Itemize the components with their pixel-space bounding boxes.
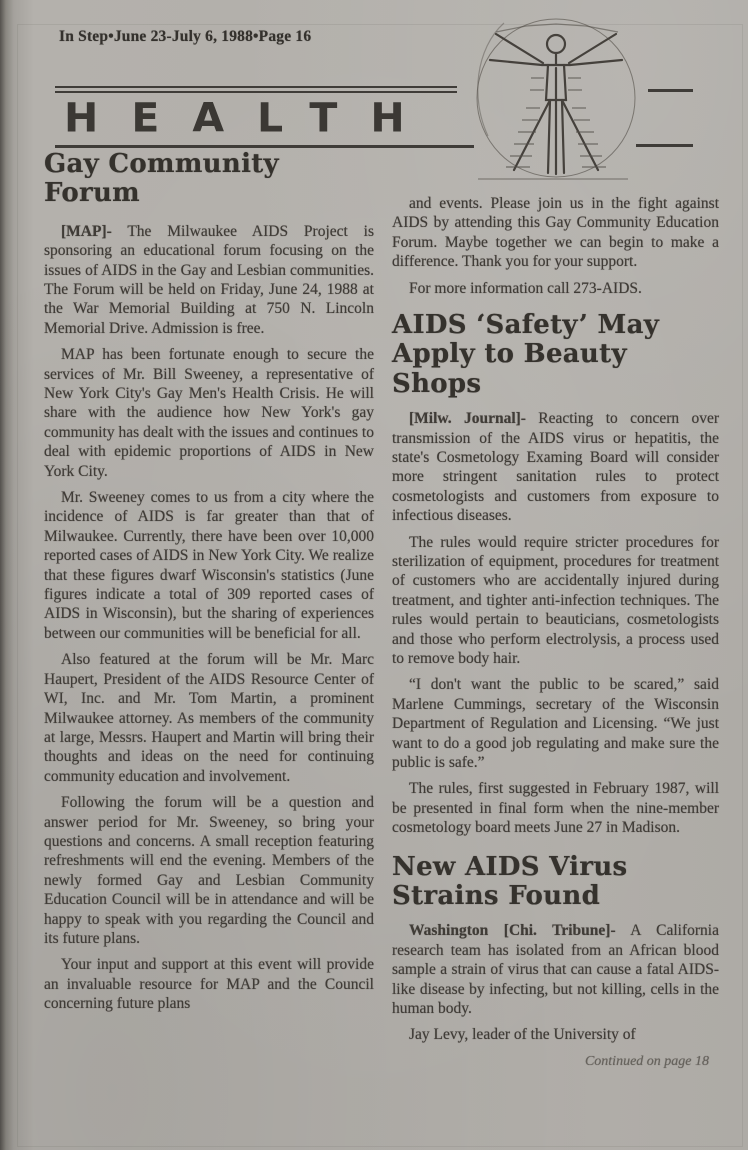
vitruvian-man-illustration [456, 8, 656, 190]
paragraph-text: Mr. Sweeney comes to us from a city where the incidence of AIDS is far greater than that of Milwaukee. Currently, there have been over 10,000 reported cases of AIDS in New York City. We realize that these figures dwarf Wisconsin's statistics (June figures indicate a total of 309 reported cases of AIDS in Wisconsin), but the sharing of experiences between our communities will be beneficial for all. [44, 489, 374, 642]
paragraph-text: MAP has been fortunate enough to secure the services of Mr. Bill Sweeney, a representative of New York City's Gay Men's Health Crisis. He will share with the audience how New York's gay community has dealt with the issues and continues to deal with epidemic proportions of AIDS in New York City. [44, 346, 374, 480]
right-column [392, 194, 719, 1071]
paragraph-text: and events. Please join us in the fight against AIDS by attending this Gay Community Education Forum. Maybe together we can begin to make a difference. Thank you for your support. [392, 195, 719, 271]
banner-top-rule [55, 86, 457, 93]
paragraph-text: For more information call 273-AIDS. [409, 279, 642, 297]
section-title: HEALTH [64, 94, 438, 142]
paragraph-text: The rules would require stricter procedures for sterilization of equipment, procedures for treatment of customers who are accidentally injured during treatment, and tighter anti-infection techniques. The rules would pertain to beauticians, cosmetologists and those who perform electrolysis, a process used to remove body hair. [392, 533, 719, 668]
left-column [44, 150, 374, 1021]
paragraph [44, 955, 374, 1013]
paragraph-text: The rules, first suggested in February 1987, will be presented in final form when the nine-member cosmetology board meets June 27 in Madison. [392, 780, 719, 837]
masthead: In Step•June 23-July 6, 1988•Page 16 [59, 28, 312, 45]
paragraph [392, 779, 719, 837]
article-title-gay-community-forum: Gay Community Forum [44, 149, 279, 209]
paragraph [392, 1025, 719, 1044]
paragraph [44, 222, 374, 338]
paragraph-text: Reacting to concern over transmission of the AIDS virus or hepatitis, the state's Cosmetology Examing Board will consider more stringent sanitation rules to protect cosmetologists and customers from exposure to infectious diseases. [392, 410, 719, 525]
source-tag: [Milw. Journal]- [409, 410, 526, 428]
paragraph-text: Also featured at the forum will be Mr. Marc Haupert, President of the AIDS Resource Center of WI, Inc. and Mr. Tom Martin, a prominent Milwaukee attorney. As members of the community at large, Messrs. Haupert and Martin will bring their thoughts and ideas on the need for continuing community education and involvement. [44, 651, 374, 785]
paragraph [392, 921, 719, 1018]
paragraph-text: The Milwaukee AIDS Project is sponsoring an educational forum focusing on the issues of AIDS in the Gay and Lesbian communities. The Forum will be held on Friday, June 24, 1988 at the War Memorial Building at 750 N. Lincoln Memorial Drive. Admission is free. [44, 222, 374, 337]
paragraph [44, 650, 374, 786]
article-title-aids-safety-beauty-shops: AIDS ‘Safety’ May Apply to Beauty Shops [392, 310, 660, 399]
paragraph [44, 793, 374, 948]
paragraph [44, 488, 374, 643]
paragraph [392, 533, 719, 669]
paragraph-text: Following the forum will be a question and answer period for Mr. Sweeney, so bring your questions and concerns. A small reception featuring refreshments will end the evening. Members of the newly formed Gay and Lesbian Community Education Council will be in attendance and will be happy to speak with you regarding the Council and its future plans. [44, 794, 374, 947]
source-tag: [MAP]- [61, 222, 112, 240]
paragraph [392, 409, 719, 525]
paragraph [44, 345, 374, 481]
paragraph [392, 194, 719, 272]
paragraph-text: “I don't want the public to be scared,” said Marlene Cummings, secretary of the Wisconsin Department of Regulation and Licensing. “We just want to do a good job regulating and make sure the public is safe.” [392, 676, 719, 772]
paragraph-text: Your input and support at this event will provide an invaluable resource for MAP and the Council concerning future plans [44, 956, 374, 1013]
paragraph [392, 675, 719, 772]
paragraph-text: Jay Levy, leader of the University of [409, 1026, 636, 1044]
paragraph [392, 279, 719, 298]
source-tag: Washington [Chi. Tribune]- [409, 922, 616, 940]
continued-on-page-note: Continued on page 18 [584, 1053, 709, 1069]
banner-bottom-rule [55, 145, 474, 148]
paragraph-text: A California research team has isolated from an African blood sample a strain of virus that can cause a fatal AIDS-like disease by infecting, but not killing, cells in the human body. [392, 922, 719, 1018]
article-title-new-aids-virus-strains: New AIDS Virus Strains Found [392, 851, 628, 912]
